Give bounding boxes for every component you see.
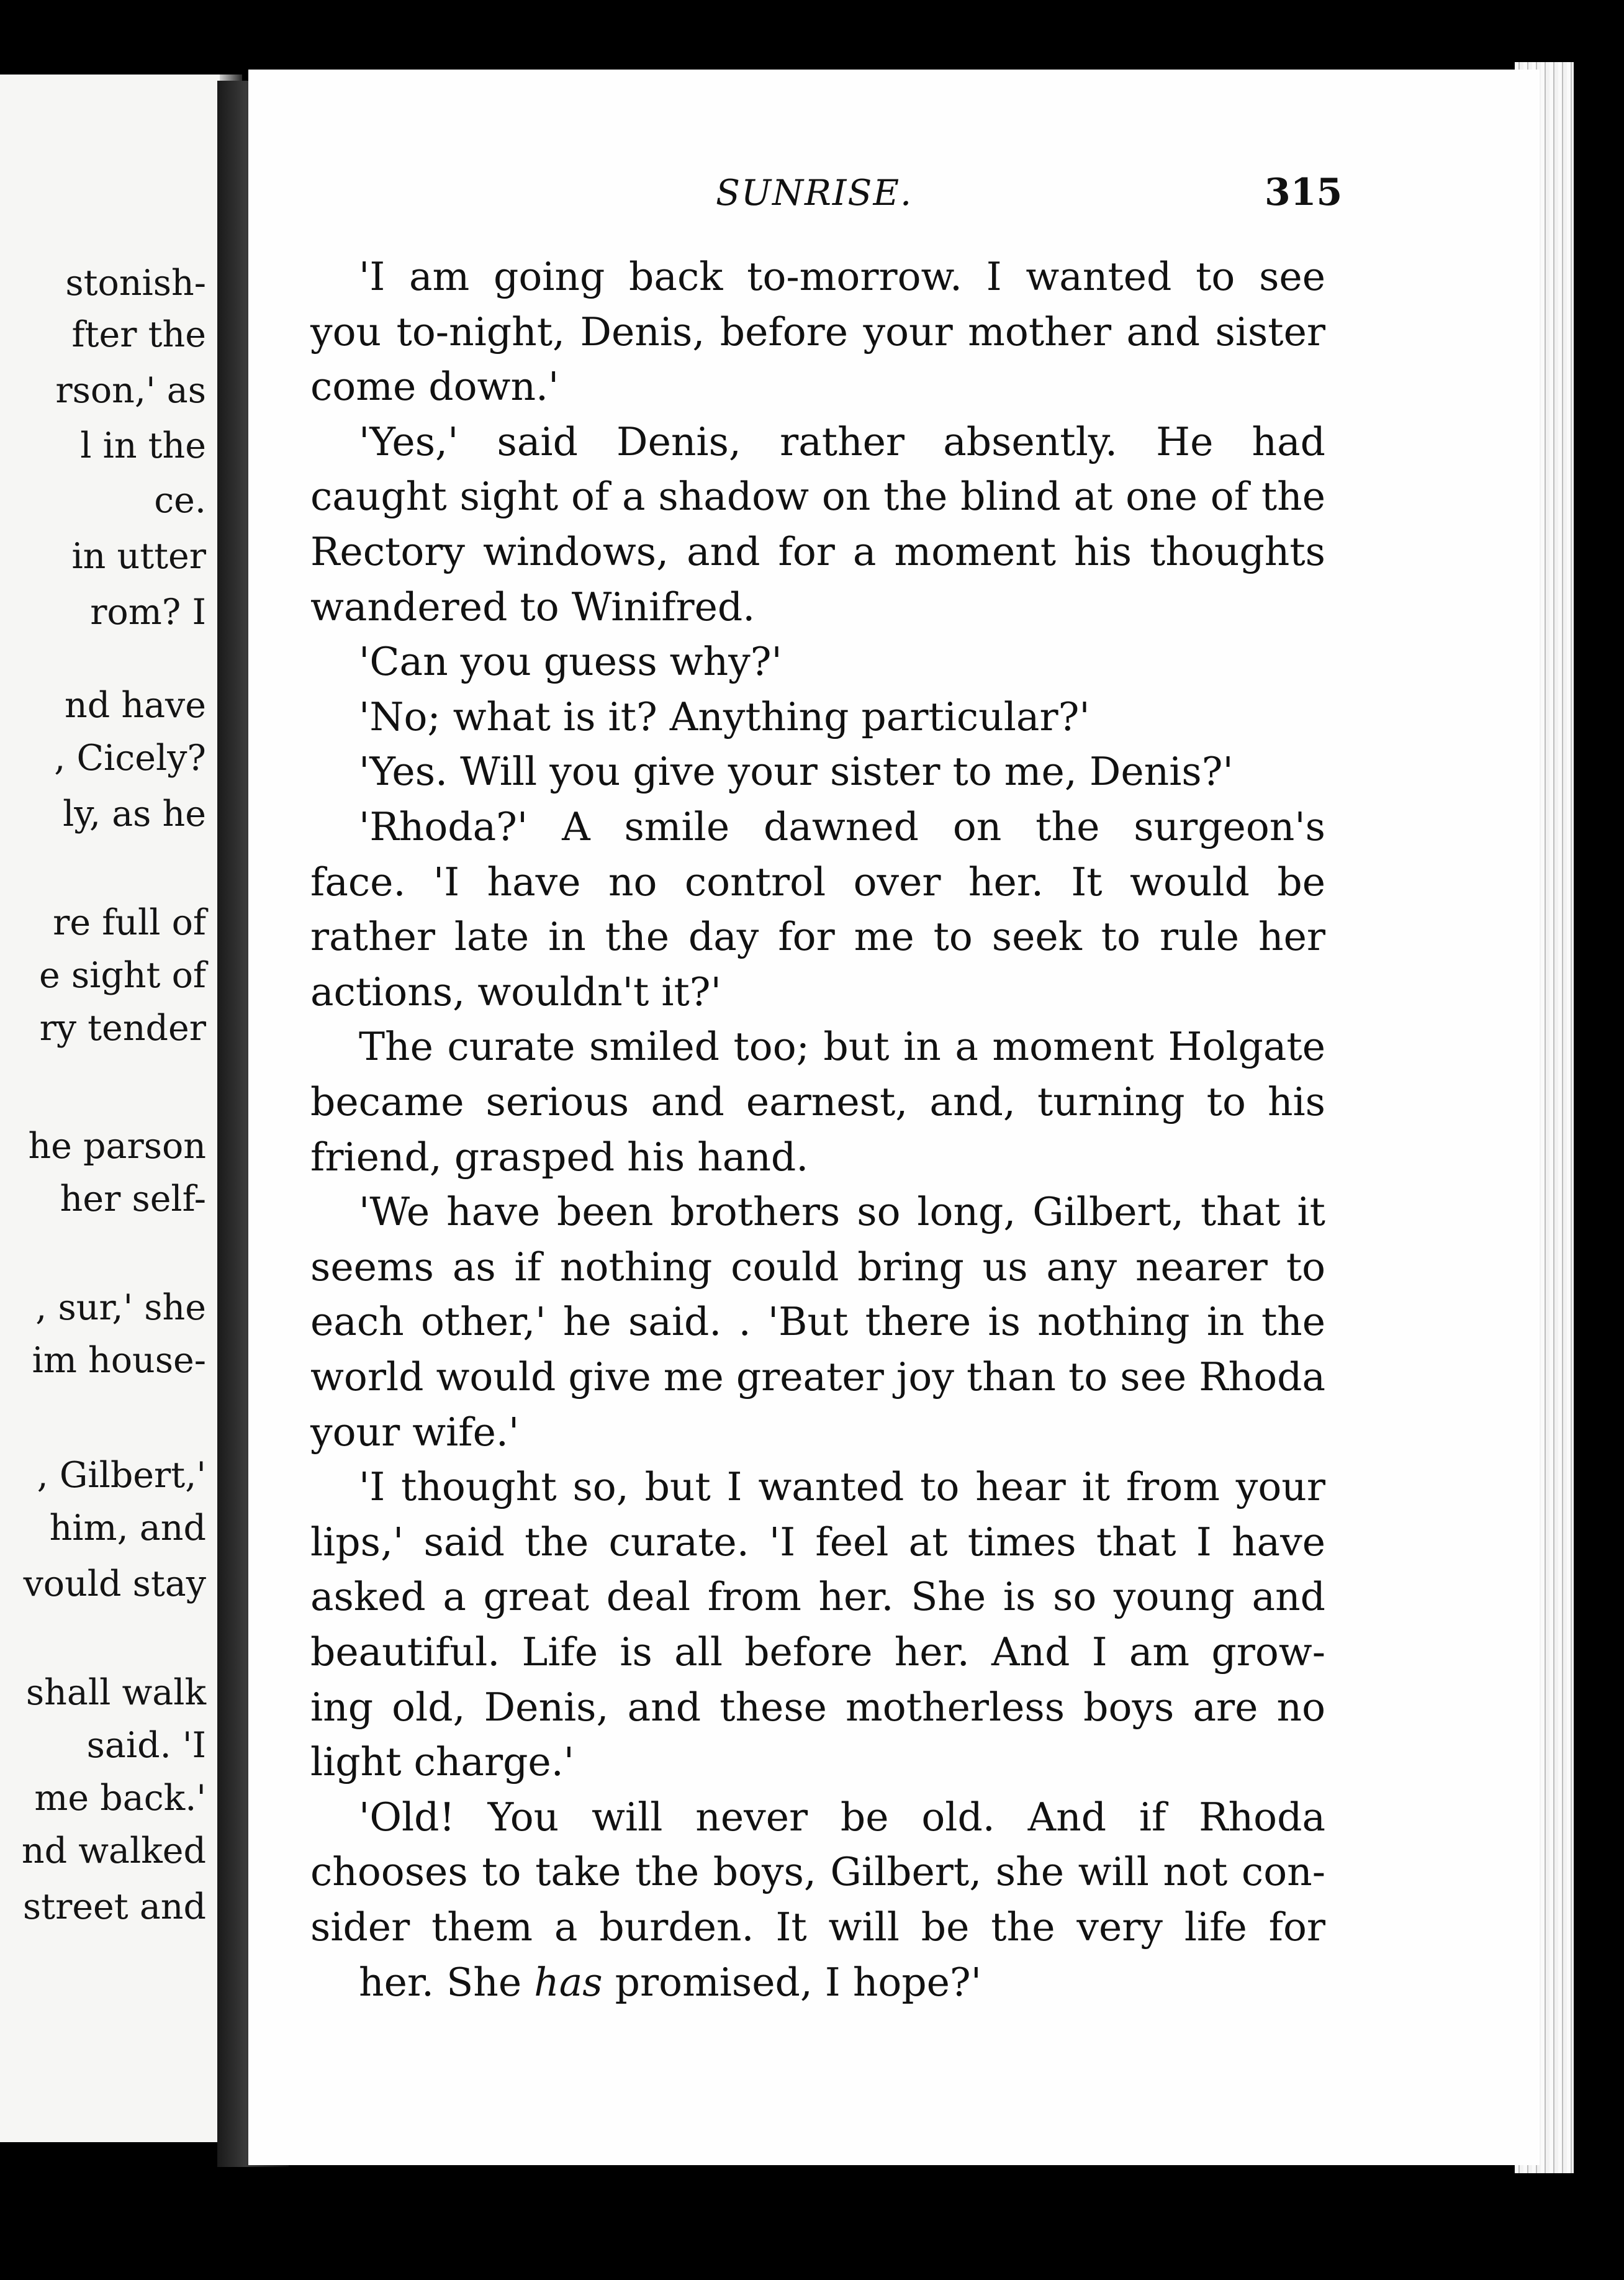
- facing-page-line: ry tender: [39, 1008, 206, 1049]
- body-line: friend, grasped his hand.: [310, 1134, 809, 1180]
- body-line: 'Yes. Will you give your sister to me, Denis?': [359, 749, 1234, 795]
- body-line: actions, wouldn't it?': [310, 969, 721, 1015]
- body-line: 'Old! You will never be old. And if Rhoda: [359, 1794, 1325, 1840]
- facing-page-line: him, and: [49, 1508, 206, 1549]
- body-line: ing old, Denis, and these motherless boys are no: [310, 1684, 1325, 1730]
- body-line: your wife.': [310, 1409, 520, 1455]
- body-line: 'No; what is it? Anything particular?': [359, 694, 1090, 740]
- facing-page-line: vould stay: [23, 1563, 206, 1604]
- body-line: became serious and earnest, and, turning to his: [310, 1079, 1325, 1124]
- final-line-start: her. She: [359, 1959, 535, 2005]
- body-line: 'Can you guess why?': [359, 639, 782, 685]
- facing-page-line: ce.: [154, 480, 206, 521]
- body-line: beautiful. Life is all before her. And I am grow-: [310, 1629, 1325, 1675]
- body-line: you to-night, Denis, before your mother and sister: [310, 309, 1325, 355]
- final-line-end: promised, I hope?': [602, 1959, 982, 2005]
- body-line: The curate smiled too; but in a moment Holgate: [359, 1024, 1325, 1070]
- body-line: wandered to Winifred.: [310, 584, 756, 630]
- facing-page: [0, 75, 242, 2142]
- body-line: lips,' said the curate. 'I feel at times that I have: [310, 1519, 1325, 1565]
- body-line: 'Rhoda?' A smile dawned on the surgeon's: [359, 804, 1325, 849]
- body-line: seems as if nothing could bring us any nearer to: [310, 1244, 1325, 1290]
- facing-page-line: stonish-: [65, 263, 206, 304]
- facing-page-line: , Cicely?: [54, 738, 206, 779]
- facing-page-line: said. 'I: [86, 1725, 206, 1766]
- facing-page-line: im house-: [32, 1340, 206, 1381]
- page-number: 315: [1265, 171, 1343, 214]
- body-line: come down.': [310, 364, 559, 410]
- running-head: SUNRISE.: [716, 173, 913, 214]
- body-line: asked a great deal from her. She is so young and: [310, 1574, 1325, 1620]
- body-line: world would give me greater joy than to see Rhoda: [310, 1354, 1326, 1400]
- facing-page-line: nd have: [65, 685, 206, 726]
- body-line: each other,' he said. . 'But there is nothing in the: [310, 1299, 1325, 1345]
- body-line: chooses to take the boys, Gilbert, she will not con-: [310, 1849, 1325, 1895]
- facing-page-line: e sight of: [39, 955, 206, 996]
- body-line: 'Yes,' said Denis, rather absently. He had: [359, 418, 1325, 464]
- facing-page-line: , sur,' she: [35, 1287, 206, 1328]
- facing-page-line: ly, as he: [63, 794, 206, 835]
- facing-page-line: rson,' as: [55, 370, 206, 411]
- emphasis-word: has: [534, 1959, 603, 2005]
- body-line: rather late in the day for me to seek to rule her: [310, 914, 1325, 960]
- body-line: 'I am going back to-morrow. I wanted to see: [359, 254, 1325, 299]
- body-line-final: [359, 1960, 1325, 2005]
- facing-page-line: he parson: [28, 1126, 206, 1167]
- body-line: Rectory windows, and for a moment his thoughts: [310, 529, 1325, 574]
- body-line: 'We have been brothers so long, Gilbert, that it: [359, 1189, 1325, 1235]
- body-line: light charge.': [310, 1739, 575, 1785]
- body-line: face. 'I have no control over her. It would be: [310, 859, 1325, 905]
- facing-page-line: fter the: [71, 314, 206, 355]
- facing-page-line: re full of: [53, 902, 206, 943]
- facing-page-line: me back.': [34, 1778, 206, 1819]
- facing-page-line: , Gilbert,': [37, 1455, 206, 1496]
- facing-page-line: l in the: [80, 425, 206, 466]
- body-line: caught sight of a shadow on the blind at one of the: [310, 474, 1325, 520]
- body-line: sider them a burden. It will be the very life for: [310, 1904, 1325, 1950]
- body-line: 'I thought so, but I wanted to hear it from your: [359, 1464, 1325, 1510]
- facing-page-line: her self-: [60, 1178, 206, 1219]
- facing-page-line: shall walk: [25, 1672, 206, 1713]
- facing-page-line: rom? I: [90, 592, 206, 633]
- facing-page-line: nd walked: [21, 1830, 206, 1871]
- facing-page-line: street and: [22, 1886, 206, 1927]
- facing-page-line: in utter: [71, 536, 206, 577]
